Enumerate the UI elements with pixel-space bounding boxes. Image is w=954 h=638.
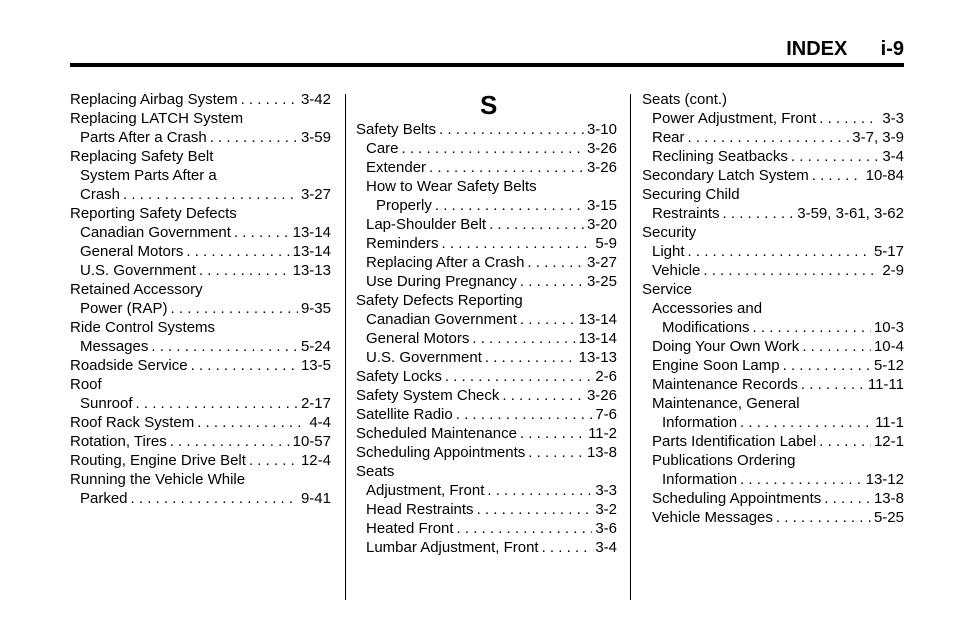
index-entry-text: Parts Identification Label <box>652 433 817 450</box>
index-entry-text: Safety Locks <box>356 368 442 385</box>
index-entry-page: 3-3 <box>595 482 617 499</box>
index-entry <box>642 318 904 337</box>
index-entry-text: Maintenance Records <box>652 376 798 393</box>
index-entry <box>642 242 904 261</box>
index-entry <box>70 280 331 299</box>
index-entry <box>642 413 904 432</box>
index-entry-text: Scheduling Appointments <box>652 490 822 507</box>
index-entry <box>642 299 904 318</box>
index-entry-text: Seats (cont.) <box>642 91 728 108</box>
index-entry <box>70 432 331 451</box>
index-entry <box>70 204 331 223</box>
index-entry-text: Care <box>366 140 399 157</box>
dot-leader <box>520 272 584 291</box>
index-entry <box>70 128 331 147</box>
index-entry-page: 9-41 <box>300 490 331 507</box>
index-entry <box>356 253 617 272</box>
index-entry-text: Reclining Seatbacks <box>652 148 788 165</box>
index-entry <box>356 367 617 386</box>
dot-leader <box>457 519 593 538</box>
index-entry <box>642 147 904 166</box>
dot-leader <box>502 386 584 405</box>
index-entry <box>356 196 617 215</box>
index-entry <box>356 462 617 481</box>
index-entry <box>642 394 904 413</box>
index-entry-page: 3-26 <box>586 159 617 176</box>
index-entry-text: Publications Ordering <box>652 452 796 469</box>
dot-leader <box>801 375 865 394</box>
dot-leader <box>489 215 584 234</box>
index-entry-text: Extender <box>366 159 427 176</box>
index-entry <box>642 375 904 394</box>
index-entry <box>356 424 617 443</box>
index-entry-page: 13-14 <box>578 330 617 347</box>
index-entry <box>70 109 331 128</box>
index-entry-text: Properly <box>376 197 432 214</box>
dot-leader <box>703 261 879 280</box>
dot-leader <box>210 128 298 147</box>
index-entry-text: Sunroof <box>80 395 133 412</box>
index-entry <box>356 139 617 158</box>
index-entry-text: Modifications <box>662 319 750 336</box>
dot-leader <box>740 413 872 432</box>
index-entry-text: Replacing LATCH System <box>70 110 244 127</box>
index-entry-page: 13-13 <box>292 262 331 279</box>
index-entry-page: 3-26 <box>586 387 617 404</box>
index-entry-text: Replacing Airbag System <box>70 91 238 108</box>
index-entry-page: 13-8 <box>873 490 904 507</box>
index-entry <box>642 508 904 527</box>
index-entry <box>70 318 331 337</box>
index-entry <box>70 489 331 508</box>
index-entry <box>70 166 331 185</box>
index-entry-text: Ride Control Systems <box>70 319 216 336</box>
index-entry-page: 2-6 <box>595 368 617 385</box>
index-entry <box>356 405 617 424</box>
dot-leader <box>740 470 863 489</box>
index-entry <box>642 432 904 451</box>
index-entry-page: 3-59, 3-61, 3-62 <box>797 205 904 222</box>
index-entry-page: 3-20 <box>586 216 617 233</box>
dot-leader <box>241 90 298 109</box>
index-entry <box>70 261 331 280</box>
dot-leader <box>199 261 290 280</box>
index-entry-page: 4-4 <box>309 414 331 431</box>
column-divider <box>345 94 346 600</box>
index-entry-text: Power (RAP) <box>80 300 168 317</box>
index-entry <box>356 481 617 500</box>
index-entry-text: Securing Child <box>642 186 740 203</box>
index-entry-page: 5-17 <box>873 243 904 260</box>
index-entry-page: 12-4 <box>300 452 331 469</box>
dot-leader <box>753 318 871 337</box>
index-entry <box>70 185 331 204</box>
index-entry <box>642 223 904 242</box>
dot-leader <box>520 424 585 443</box>
index-entry <box>70 299 331 318</box>
index-entry-text: Scheduling Appointments <box>356 444 526 461</box>
index-entry-text: Roadside Service <box>70 357 188 374</box>
index-entry-page: 5-25 <box>873 509 904 526</box>
index-entry-text: Use During Pregnancy <box>366 273 517 290</box>
index-entry <box>70 242 331 261</box>
index-entry-text: Canadian Government <box>80 224 231 241</box>
index-entry-text: Seats <box>356 463 395 480</box>
index-entry <box>642 166 904 185</box>
index-entry-page: 13-14 <box>292 224 331 241</box>
dot-leader <box>472 329 575 348</box>
index-entry-page: 5-9 <box>595 235 617 252</box>
index-entry-page: 3-25 <box>586 273 617 290</box>
index-entry <box>70 90 331 109</box>
dot-leader <box>688 242 871 261</box>
index-entry <box>70 375 331 394</box>
dot-leader <box>136 394 298 413</box>
index-entry-page: 10-3 <box>873 319 904 336</box>
index-entry-page: 10-57 <box>292 433 331 450</box>
index-entry-text: Parked <box>80 490 128 507</box>
index-entry-text: Maintenance, General <box>652 395 800 412</box>
index-entry-text: Service <box>642 281 693 298</box>
index-entry-text: Accessories and <box>652 300 763 317</box>
index-entry-page: 3-3 <box>882 110 904 127</box>
index-entry <box>642 451 904 470</box>
dot-leader <box>234 223 290 242</box>
index-entry-text: Security <box>642 224 697 241</box>
index-entry <box>70 223 331 242</box>
section-letter: S <box>480 90 498 120</box>
index-entry-text: Doing Your Own Work <box>652 338 800 355</box>
index-entry-page: 13-5 <box>300 357 331 374</box>
index-entry <box>356 177 617 196</box>
dot-leader <box>402 139 584 158</box>
page-header-title: INDEX i-9 <box>786 38 904 60</box>
index-entry <box>356 443 617 462</box>
dot-leader <box>487 481 592 500</box>
index-entry <box>642 90 904 109</box>
dot-leader <box>171 299 298 318</box>
index-entry <box>642 337 904 356</box>
dot-leader <box>191 356 298 375</box>
index-entry-text: Adjustment, Front <box>366 482 485 499</box>
dot-leader <box>429 158 584 177</box>
index-entry-page: 3-10 <box>586 121 617 138</box>
dot-leader <box>477 500 593 519</box>
index-entry-page: 7-6 <box>595 406 617 423</box>
index-entry-page: 3-6 <box>595 520 617 537</box>
dot-leader <box>776 508 871 527</box>
index-entry-text: Safety System Check <box>356 387 500 404</box>
index-entry-text: Light <box>652 243 685 260</box>
index-entry-text: General Motors <box>80 243 184 260</box>
index-entry <box>642 109 904 128</box>
index-entry <box>356 310 617 329</box>
dot-leader <box>824 489 871 508</box>
index-entry-page: 11-11 <box>867 376 904 393</box>
index-entry-text: Reporting Safety Defects <box>70 205 237 222</box>
index-entry-text: Lumbar Adjustment, Front <box>366 539 539 556</box>
index-entry <box>70 337 331 356</box>
index-entry <box>356 215 617 234</box>
index-entry-text: Roof <box>70 376 102 393</box>
dot-leader <box>802 337 871 356</box>
dot-leader <box>819 109 879 128</box>
index-entry <box>356 329 617 348</box>
index-entry <box>356 120 617 139</box>
index-column-2 <box>356 90 617 557</box>
index-entry-page: 9-35 <box>300 300 331 317</box>
index-entry <box>356 272 617 291</box>
index-column-1 <box>70 90 331 508</box>
index-entry <box>70 413 331 432</box>
index-entry-page: 10-4 <box>873 338 904 355</box>
index-entry-page: 13-14 <box>578 311 617 328</box>
dot-leader <box>249 451 298 470</box>
index-entry-page: 12-1 <box>873 433 904 450</box>
index-entry-text: Information <box>662 414 738 431</box>
dot-leader <box>186 242 289 261</box>
index-entry-text: Safety Belts <box>356 121 437 138</box>
index-entry <box>70 394 331 413</box>
index-entry <box>356 519 617 538</box>
index-entry <box>70 470 331 489</box>
index-entry-text: How to Wear Safety Belts <box>366 178 537 195</box>
index-entry <box>642 204 904 223</box>
index-entry-page: 3-4 <box>595 539 617 556</box>
dot-leader <box>485 348 576 367</box>
index-entry-text: Scheduled Maintenance <box>356 425 517 442</box>
dot-leader <box>791 147 879 166</box>
index-entry-text: Engine Soon Lamp <box>652 357 780 374</box>
index-entry <box>356 291 617 310</box>
index-entry <box>356 234 617 253</box>
dot-leader <box>123 185 298 204</box>
index-entry-page: 13-8 <box>586 444 617 461</box>
index-entry <box>642 185 904 204</box>
index-entry-page: 3-27 <box>300 186 331 203</box>
dot-leader <box>527 253 584 272</box>
index-entry <box>70 147 331 166</box>
index-entry-page: 2-17 <box>300 395 331 412</box>
index-entry <box>642 470 904 489</box>
dot-leader <box>783 356 871 375</box>
dot-leader <box>131 489 298 508</box>
index-entry-page: 3-27 <box>586 254 617 271</box>
index-entry-text: General Motors <box>366 330 470 347</box>
index-entry-page: 13-13 <box>578 349 617 366</box>
index-entry-text: Information <box>662 471 738 488</box>
index-entry <box>356 158 617 177</box>
index-entry-text: Lap-Shoulder Belt <box>366 216 487 233</box>
index-entry-page: 11-2 <box>588 425 617 442</box>
index-entry-text: Parts After a Crash <box>80 129 207 146</box>
index-entry-text: System Parts After a <box>80 167 217 184</box>
index-entry <box>642 489 904 508</box>
index-entry-page: 10-84 <box>865 167 904 184</box>
dot-leader <box>528 443 584 462</box>
dot-leader <box>197 413 306 432</box>
index-entry-text: U.S. Government <box>80 262 196 279</box>
index-entry-text: Restraints <box>652 205 720 222</box>
index-entry-text: Running the Vehicle While <box>70 471 246 488</box>
index-entry-page: 2-9 <box>882 262 904 279</box>
dot-leader <box>151 337 298 356</box>
dot-leader <box>445 367 592 386</box>
index-entry-text: Rear <box>652 129 685 146</box>
index-entry-text: Reminders <box>366 235 439 252</box>
index-entry-page: 13-14 <box>292 243 331 260</box>
index-entry-text: Retained Accessory <box>70 281 203 298</box>
index-entry-text: Messages <box>80 338 149 355</box>
dot-leader <box>819 432 871 451</box>
dot-leader <box>542 538 593 557</box>
index-entry <box>642 261 904 280</box>
index-entry-text: Heated Front <box>366 520 454 537</box>
dot-leader <box>435 196 584 215</box>
index-entry-page: 3-2 <box>595 501 617 518</box>
index-column-3 <box>642 90 904 527</box>
index-entry <box>642 128 904 147</box>
index-entry-page: 5-24 <box>300 338 331 355</box>
index-entry <box>356 538 617 557</box>
index-entry-text: Roof Rack System <box>70 414 195 431</box>
index-entry-text: Replacing Safety Belt <box>70 148 214 165</box>
index-entry-page: 3-7, 3-9 <box>852 129 904 146</box>
index-entry-page: 11-1 <box>875 414 904 431</box>
dot-leader <box>439 120 584 139</box>
index-entry-text: Secondary Latch System <box>642 167 809 184</box>
dot-leader <box>456 405 593 424</box>
dot-leader <box>812 166 863 185</box>
index-entry-text: Power Adjustment, Front <box>652 110 817 127</box>
index-entry <box>642 356 904 375</box>
index-entry-text: Vehicle Messages <box>652 509 773 526</box>
index-entry-page: 3-4 <box>882 148 904 165</box>
index-entry-text: Vehicle <box>652 262 701 279</box>
dot-leader <box>688 128 850 147</box>
index-entry <box>356 386 617 405</box>
dot-leader <box>520 310 576 329</box>
index-entry <box>642 280 904 299</box>
dot-leader <box>442 234 593 253</box>
index-entry <box>70 451 331 470</box>
header-rule <box>70 63 904 67</box>
index-entry-text: Satellite Radio <box>356 406 453 423</box>
index-entry-text: Replacing After a Crash <box>366 254 525 271</box>
index-entry-text: Head Restraints <box>366 501 474 518</box>
dot-leader <box>723 204 795 223</box>
index-entry-page: 13-12 <box>865 471 904 488</box>
index-entry <box>70 356 331 375</box>
index-entry-text: U.S. Government <box>366 349 482 366</box>
column-divider <box>630 94 631 600</box>
index-entry-page: 5-12 <box>873 357 904 374</box>
index-entry-page: 3-42 <box>300 91 331 108</box>
index-entry-text: Safety Defects Reporting <box>356 292 523 309</box>
index-entry-text: Crash <box>80 186 121 203</box>
index-entry <box>356 348 617 367</box>
index-entry-text: Routing, Engine Drive Belt <box>70 452 246 469</box>
index-entry-page: 3-15 <box>586 197 617 214</box>
index-entry-page: 3-59 <box>300 129 331 146</box>
index-entry-text: Canadian Government <box>366 311 517 328</box>
index-entry-page: 3-26 <box>586 140 617 157</box>
dot-leader <box>170 432 290 451</box>
index-entry <box>356 500 617 519</box>
index-entry-text: Rotation, Tires <box>70 433 167 450</box>
